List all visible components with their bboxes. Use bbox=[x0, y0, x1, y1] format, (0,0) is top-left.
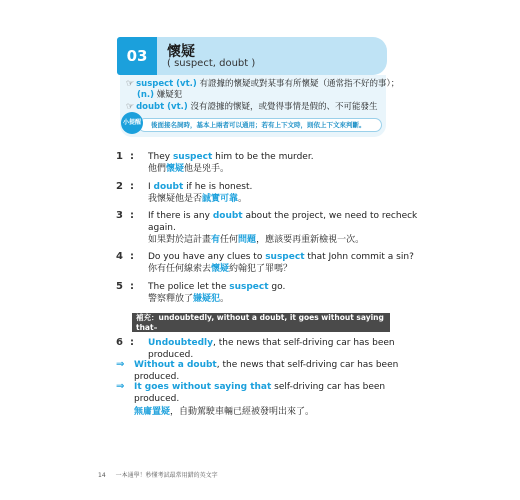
tip-note: 後面接名詞時，基本上兩者可以通用；若有上下文時，則依上下文來判斷。 bbox=[138, 118, 382, 132]
page-footer bbox=[98, 470, 218, 479]
header-bar bbox=[117, 37, 387, 75]
example-item: 4 : Do you have any clues to suspect that John commit a sin? 你有任何線索去懷疑約翰犯了罪嗎？ bbox=[116, 251, 414, 274]
example-item: 5 : The police let the suspect go. 警察釋放了嫌疑犯。 bbox=[116, 281, 286, 304]
section-subtitle: ( suspect, doubt ) bbox=[167, 58, 256, 69]
section-number: 03 bbox=[117, 37, 157, 75]
example-item: 1 : They suspect him to be the murder. 他們懷疑他是兇手。 bbox=[116, 151, 314, 174]
definition-row: ☞ doubt (vt.) 沒有證據的懷疑，或覺得事情是假的、不可能發生 bbox=[126, 102, 378, 112]
lightbulb-icon: 小提醒 bbox=[121, 112, 143, 134]
page-number: 14 bbox=[98, 472, 106, 479]
arrow-icon: ⇒ bbox=[116, 359, 125, 370]
example-item: 6 : Undoubtedly, the news that self-driving car has been produced. bbox=[116, 337, 395, 360]
pointing-hand-icon: ☞ bbox=[126, 102, 135, 112]
book-title: 一本通學！秒懂考試最常用錯的英文字 bbox=[115, 472, 218, 479]
definition-row: ☞ suspect (vt.) 有證據的懷疑或對某事有所懷疑（通常指不好的事）； bbox=[126, 79, 400, 89]
example-item: 3 : If there is any doubt about the project, we need to recheck again. 如果對於這計畫有任何問題，應該要再重新檢視一次。 bbox=[116, 210, 418, 245]
definition-row: (n.) 嫌疑犯 bbox=[137, 90, 183, 100]
alternative-sentence: ⇒ It goes without saying that self-driving car has been produced. bbox=[116, 381, 386, 404]
section-title: 懷疑 bbox=[167, 44, 195, 60]
alternative-sentence: ⇒ Without a doubt, the news that self-driving car has been produced. bbox=[116, 359, 399, 382]
pointing-hand-icon: ☞ bbox=[126, 79, 135, 89]
example-item: 2 : I doubt if he is honest. 我懷疑他是否誠實可靠。 bbox=[116, 181, 253, 204]
translation: 無庸置疑，自動駕駛車輛已經被發明出來了。 bbox=[134, 407, 315, 417]
supplement-box: 補充：undoubtedly, without a doubt, it goes without saying that– 無庸置疑 bbox=[132, 313, 390, 332]
arrow-icon: ⇒ bbox=[116, 381, 125, 392]
